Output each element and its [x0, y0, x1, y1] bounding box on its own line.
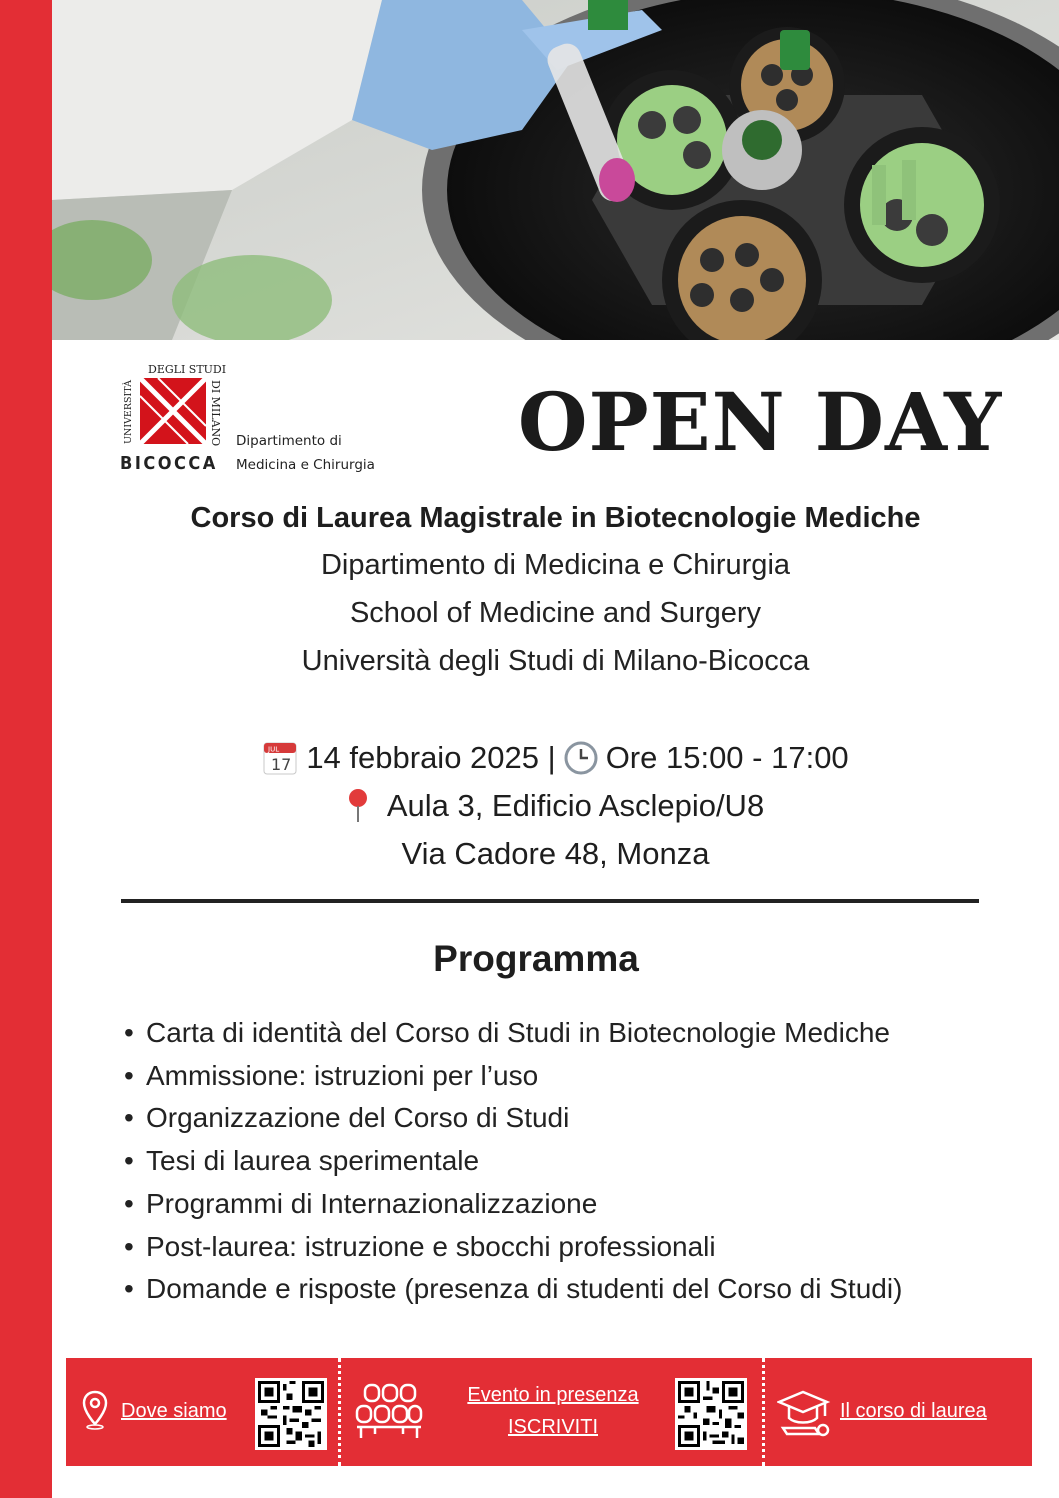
clock-icon [564, 741, 598, 775]
course-title: Corso di Laurea Magistrale in Biotecnologie Mediche [190, 502, 921, 534]
hero-lab-photo [52, 0, 1059, 340]
logo-arc-top: DEGLI STUDI [148, 363, 227, 376]
list-item: • Domande e risposte (presenza di studenti del Corso di Studi) [124, 1273, 903, 1305]
university-line: Università degli Studi di Milano-Bicocca [301, 645, 810, 677]
graduation-cap-icon [777, 1388, 833, 1438]
list-item: • Ammissione: istruzioni per l’uso [124, 1059, 539, 1091]
open-day-headline: OPEN DAY [517, 375, 1003, 469]
footer-separator [762, 1358, 765, 1466]
pushpin-icon [347, 788, 369, 824]
event-location [52, 788, 1059, 824]
list-item: • Programmi di Internazionalizzazione [124, 1187, 598, 1219]
department-line: Dipartimento di Medicina e Chirurgia [320, 549, 791, 581]
left-accent-strip [0, 0, 52, 1498]
event-date-time [52, 740, 1059, 776]
logo-wordmark: BICOCCA [120, 453, 218, 474]
footer-bar [66, 1358, 1032, 1466]
event-address: Via Cadore 48, Monza [401, 836, 710, 871]
where-link[interactable]: Dove siamo [121, 1400, 227, 1422]
list-item: • Organizzazione del Corso di Studi [124, 1102, 570, 1134]
footer-separator [338, 1358, 341, 1466]
where-qr-code[interactable] [255, 1378, 327, 1450]
audience-icon [355, 1382, 423, 1440]
list-item: • Post-laurea: istruzione e sbocchi professionali [124, 1230, 716, 1262]
calendar-month: JUL [268, 745, 280, 754]
location-pin-icon [82, 1390, 108, 1430]
event-time: Ore 15:00 - 17:00 [605, 740, 849, 775]
calendar-icon [262, 740, 298, 776]
logo-arc-left: UNIVERSITÀ [123, 380, 134, 444]
program-list [124, 1012, 902, 1311]
calendar-day: 17 [271, 755, 292, 774]
list-item: • Carta di identità del Corso di Studi in Biotecnologie Mediche [124, 1017, 890, 1048]
school-line: School of Medicine and Surgery [349, 597, 762, 629]
program-heading: Programma [433, 938, 639, 979]
university-logo [118, 360, 388, 478]
list-item: • Tesi di laurea sperimentale [124, 1145, 480, 1177]
iscriviti-link[interactable]: ISCRIVITI [507, 1416, 598, 1438]
event-room: Aula 3, Edificio Asclepio/U8 [386, 788, 765, 823]
bicocca-emblem-icon [118, 360, 228, 450]
logo-arc-right: DI MILANO [209, 380, 222, 447]
course-link[interactable]: Il corso di laurea [840, 1400, 987, 1422]
event-qr-code[interactable] [675, 1378, 747, 1450]
section-divider [121, 899, 979, 903]
event-date: 14 febbraio 2025 | [306, 740, 556, 775]
event-register-link[interactable]: Evento in presenza [467, 1384, 639, 1406]
logo-dept-line-2: Medicina e Chirurgia [236, 457, 375, 473]
logo-dept-line-1: Dipartimento di [236, 433, 342, 449]
